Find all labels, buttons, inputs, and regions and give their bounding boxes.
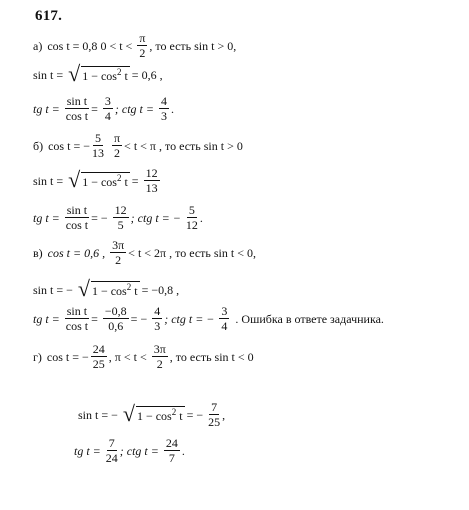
- part-d-cos-value: [91, 343, 107, 370]
- part-c-ctg-lhs: ; ctg t = −: [164, 311, 215, 326]
- fraction-denominator: 25: [92, 357, 105, 371]
- part-b-given: cos t = −: [48, 138, 90, 153]
- equals-sign: =: [91, 311, 98, 326]
- part-d-tg-line: [74, 437, 185, 464]
- part-c-tg-ratio: [65, 305, 89, 332]
- part-c-ctg-value: [219, 305, 229, 332]
- fraction-numerator: −0,8: [104, 304, 127, 318]
- part-b-conclusion: , то есть sin t > 0: [158, 138, 243, 153]
- part-b-ctg-lhs: ; ctg t = −: [130, 210, 181, 225]
- fraction-denominator: 4: [104, 109, 111, 123]
- problem-number: 617.: [35, 8, 63, 24]
- fraction-denominator: 24: [105, 451, 118, 465]
- fraction-denominator: 13: [91, 146, 104, 160]
- part-d-sin-lhs: sin t = −: [78, 407, 118, 422]
- fraction-numerator: 24: [92, 342, 105, 356]
- part-d-ctg-value: [164, 437, 180, 464]
- radical-sign: √: [68, 61, 81, 86]
- fraction-numerator: sin t: [66, 94, 88, 108]
- part-b-sin-line: [33, 167, 162, 194]
- part-a-given-line: [33, 32, 236, 59]
- part-c-tg-mid: [103, 305, 129, 332]
- part-b-ctg-value: [186, 204, 198, 231]
- part-a-conclusion: , то есть sin t > 0,: [149, 38, 237, 53]
- fraction-numerator: π: [139, 31, 146, 45]
- part-b-sin-lhs: sin t =: [33, 173, 64, 188]
- radicand: $1 - \cos^2 t$: [82, 67, 128, 83]
- part-d-tg-lhs: tg t =: [74, 443, 101, 458]
- part-a-tg-lhs: tg t =: [33, 101, 60, 116]
- radicand: $1 - \cos^2 t$: [82, 172, 128, 189]
- part-a-range-fraction: [137, 32, 147, 59]
- part-d-sin-value: [208, 401, 220, 428]
- part-d-range-fraction: [152, 343, 168, 370]
- fraction-numerator: 12: [145, 166, 158, 180]
- part-c-tg-line: [33, 305, 384, 332]
- part-b-label: б): [33, 138, 44, 153]
- fraction-denominator: 13: [145, 181, 158, 195]
- fraction-numerator: sin t: [66, 304, 88, 318]
- equals-sign: =: [91, 101, 98, 116]
- comma: ,: [222, 407, 226, 422]
- part-b-range-fraction: [112, 132, 122, 159]
- equals-sign: =: [131, 173, 139, 188]
- part-a-label: а): [33, 38, 43, 53]
- fraction-denominator: cos t: [65, 109, 89, 123]
- part-a-sin-line: [33, 61, 163, 86]
- fraction-numerator: 7: [211, 400, 218, 414]
- answer-error-note: . Ошибка в ответе задачника.: [235, 311, 384, 326]
- fraction-numerator: 4: [154, 304, 161, 318]
- part-a-given: cos t = 0,8: [47, 38, 98, 53]
- fraction-numerator: 3π: [153, 342, 166, 356]
- fraction-denominator: 3: [154, 319, 161, 333]
- part-d-ctg-lhs: ; ctg t =: [119, 443, 159, 458]
- part-c-tg-value: [152, 305, 162, 332]
- fraction-denominator: 12: [185, 218, 198, 232]
- fraction-denominator: 0,6: [108, 319, 124, 333]
- part-a-ctg-value: [159, 95, 169, 122]
- part-c-label: в): [33, 245, 43, 260]
- part-c-tg-lhs: tg t =: [33, 311, 60, 326]
- part-a-sin-result: = 0,6 ,: [131, 68, 163, 82]
- equals-sign: = −: [186, 407, 204, 422]
- part-d-given-line: [33, 343, 254, 370]
- fraction-denominator: 4: [221, 319, 228, 333]
- period: .: [181, 443, 185, 458]
- part-b-tg-value: [113, 204, 129, 231]
- part-c-given-line: [33, 239, 256, 266]
- part-c-sin-line: [33, 276, 180, 301]
- fraction-denominator: cos t: [65, 319, 89, 333]
- fraction-numerator: 4: [160, 94, 167, 108]
- part-b-range-tail: < t < π: [124, 138, 156, 153]
- part-b-cos-value: [92, 132, 104, 159]
- fraction-numerator: 5: [188, 203, 195, 217]
- part-a-sin-lhs: sin t =: [33, 68, 64, 82]
- fraction-denominator: cos t: [65, 218, 89, 232]
- part-a-tg-ratio: [65, 95, 89, 122]
- fraction-denominator: 5: [117, 218, 124, 232]
- fraction-numerator: 5: [94, 131, 101, 145]
- period: .: [199, 210, 203, 225]
- part-d-conclusion: , то есть sin t < 0: [169, 349, 254, 364]
- fraction-numerator: 3: [221, 304, 228, 318]
- part-d-range-left: , π < t <: [108, 349, 147, 364]
- part-a-ctg-lhs: ; ctg t =: [114, 101, 154, 116]
- equals-sign: = −: [130, 311, 148, 326]
- fraction-denominator: 2: [114, 146, 121, 160]
- radicand: $1 - \cos^2 t$: [136, 406, 183, 423]
- part-d-tg-value: [106, 437, 118, 464]
- fraction-denominator: 2: [156, 357, 163, 371]
- part-c-sin-lhs: sin t = −: [33, 283, 73, 297]
- part-b-tg-ratio: [65, 204, 89, 231]
- fraction-numerator: sin t: [66, 203, 88, 217]
- part-d-given: cos t = −: [46, 349, 89, 364]
- part-d-square-root: [122, 400, 185, 426]
- part-d-label: г): [33, 349, 42, 364]
- part-c-square-root: [77, 276, 140, 301]
- part-c-sin-result: = −0,8 ,: [141, 283, 180, 297]
- fraction-denominator: 2: [139, 46, 146, 60]
- part-b-sin-value: [144, 167, 160, 194]
- part-b-tg-line: [33, 204, 203, 231]
- fraction-denominator: 2: [115, 253, 122, 267]
- period: .: [170, 101, 174, 116]
- fraction-denominator: 7: [168, 451, 175, 465]
- part-b-square-root: [68, 166, 130, 192]
- part-a-tg-line: [33, 95, 174, 122]
- fraction-denominator: 3: [160, 109, 167, 123]
- fraction-numerator: 24: [165, 436, 178, 450]
- part-c-given: cos t = 0,6 ,: [47, 245, 106, 260]
- part-b-tg-lhs: tg t =: [33, 210, 60, 225]
- radical-sign: √: [122, 400, 135, 426]
- fraction-denominator: 25: [208, 415, 221, 429]
- part-a-tg-value: [103, 95, 113, 122]
- fraction-numerator: 7: [108, 436, 115, 450]
- radical-sign: √: [68, 166, 81, 192]
- part-c-range-tail: < t < 2π: [128, 245, 167, 260]
- fraction-numerator: π: [113, 131, 121, 145]
- part-c-conclusion: , то есть sin t < 0,: [169, 245, 256, 260]
- radical-sign: √: [77, 276, 90, 301]
- part-d-sin-line: [78, 401, 225, 428]
- part-a-square-root: [68, 61, 130, 86]
- fraction-numerator: 3: [104, 94, 111, 108]
- fraction-numerator: 3π: [112, 238, 125, 252]
- part-c-range-fraction: [110, 239, 126, 266]
- part-b-given-line: [33, 132, 243, 159]
- part-a-range-left: 0 < t <: [100, 38, 133, 53]
- equals-sign: = −: [91, 210, 108, 225]
- fraction-numerator: 12: [114, 203, 127, 217]
- radicand: $1 - \cos^2 t$: [91, 282, 138, 298]
